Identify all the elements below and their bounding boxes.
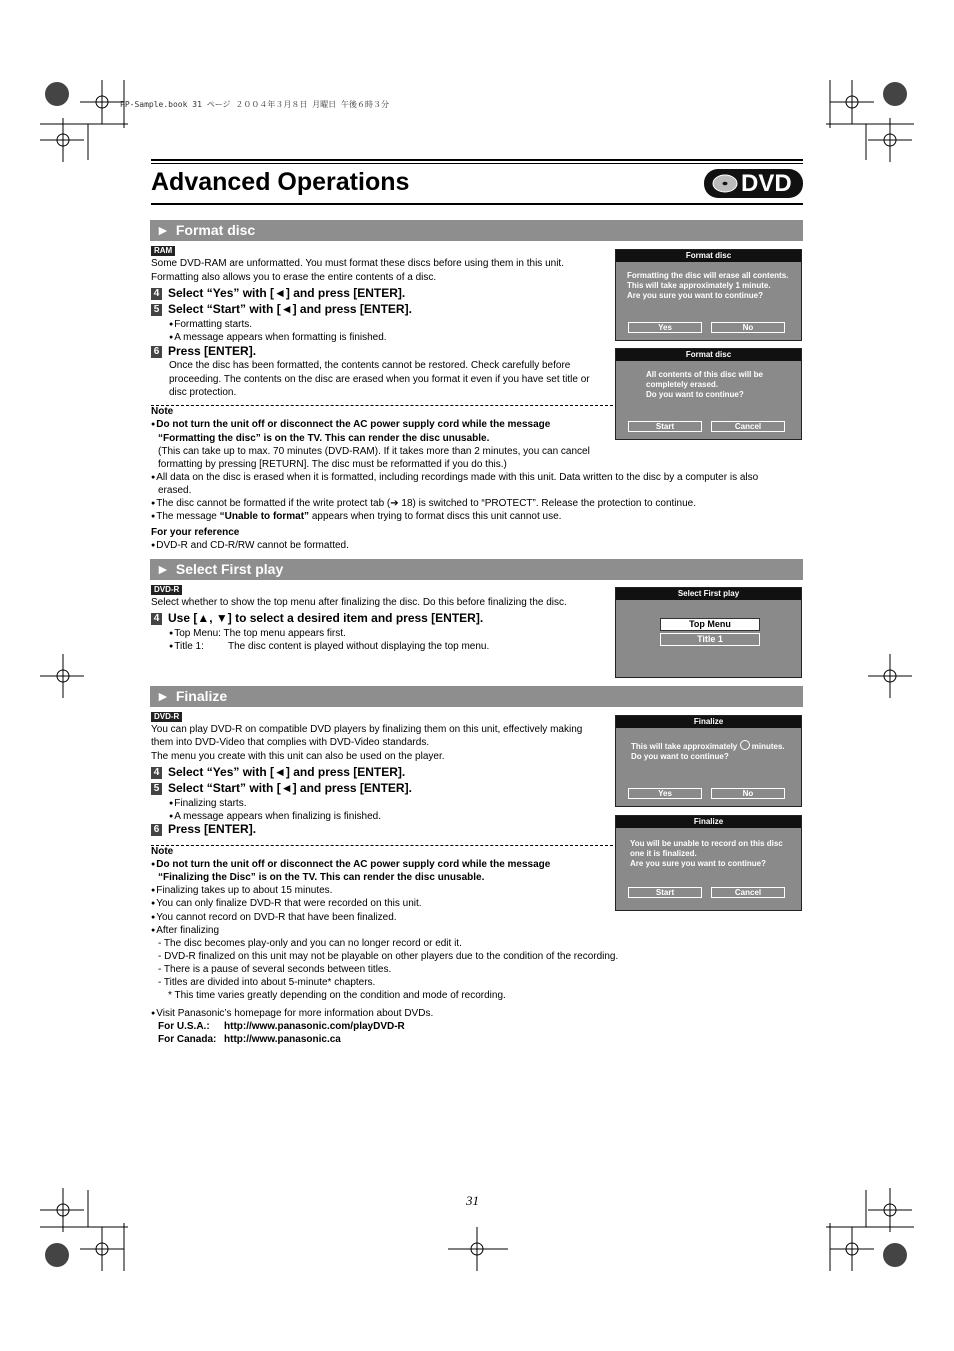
- note-subitem: - Titles are divided into about 5-minute* chapters.: [158, 977, 376, 988]
- note-item: ● Do not turn the unit off or disconnect the AC power supply cord while the message: [151, 418, 550, 431]
- osd-yes-button: Yes: [628, 322, 702, 333]
- section-finalize: [150, 686, 803, 707]
- note-item: ● The disc cannot be formatted if the write protect tab (➔ 18) is switched to “PROTECT”. Release the protection to continue.: [151, 497, 696, 510]
- note-item: formatting by pressing [RETURN]. The disc must be reformatted if you do this.): [158, 459, 507, 470]
- dvdr-tag: DVD-R: [151, 712, 182, 722]
- note-divider: [151, 405, 613, 406]
- note-item: ● Do not turn the unit off or disconnect the AC power supply cord while the message: [151, 858, 550, 871]
- note-item: “Formatting the disc” is on the TV. This can render the disc unusable.: [158, 433, 490, 444]
- osd-no-button: No: [711, 788, 785, 799]
- osd-finalize-warning: [615, 815, 802, 911]
- title-rule-top: [151, 159, 803, 161]
- reference-label: For your reference: [151, 527, 240, 538]
- note-item: ● You can only finalize DVD-R that were recorded on this unit.: [151, 897, 422, 910]
- finalize-step-4: 4 Select “Yes” with [◄] and press [ENTER].: [151, 765, 405, 780]
- note-divider: [151, 845, 613, 846]
- note-item: (This can take up to max. 70 minutes (DVD-RAM). If it takes more than 2 minutes, you can cancel: [158, 446, 590, 457]
- osd-format-confirm: [615, 249, 802, 341]
- format-bullet: ● A message appears when formatting is finished.: [169, 331, 387, 344]
- finalize-bullet: ● A message appears when finalizing is finished.: [169, 810, 381, 823]
- finalize-intro: The menu you create with this unit can also be used on the player.: [151, 751, 445, 762]
- osd-start-button: Start: [628, 421, 702, 432]
- osd-finalize-confirm: [615, 715, 802, 807]
- usa-link[interactable]: http://www.panasonic.com/playDVD-R: [224, 1021, 405, 1032]
- page-title: Advanced Operations: [151, 168, 410, 196]
- format-intro-2: Formatting also allows you to erase the entire contents of a disc.: [151, 272, 437, 283]
- page-number: 31: [466, 1193, 479, 1208]
- note-label: Note: [151, 846, 174, 857]
- note-item: erased.: [158, 485, 192, 496]
- note-item: ● After finalizing: [151, 924, 219, 937]
- section-select-first-play: [150, 559, 803, 580]
- canada-link-label: For Canada:: [158, 1034, 217, 1045]
- osd-format-erase: [615, 348, 802, 440]
- note-item: ● The message “Unable to format” appears when trying to format discs this unit cannot use.: [151, 510, 561, 523]
- note-item: ● Visit Panasonic’s homepage for more information about DVDs.: [151, 1007, 433, 1020]
- format-step6-text: proceeding. The contents on the disc are erased when you format it even if you have set title or: [169, 374, 590, 385]
- triangle-right-icon: ►: [156, 222, 170, 238]
- file-meta: PP-Sample.book 31 ページ ２００４年３月８日 月曜日 午後６時３分: [120, 100, 389, 109]
- osd-message: This will take approximately minutes. Do you want to continue?: [631, 742, 785, 761]
- note-label: Note: [151, 406, 174, 417]
- format-intro-1: Some DVD-RAM are unformatted. You must format these discs before using them in this unit.: [151, 258, 564, 269]
- finalize-step-5: 5 Select “Start” with [◄] and press [ENTER].: [151, 781, 412, 796]
- usa-link-label: For U.S.A.:: [158, 1021, 210, 1032]
- osd-option-top-menu: Top Menu: [660, 618, 760, 631]
- canada-link[interactable]: http://www.panasonic.ca: [224, 1034, 341, 1045]
- osd-message: Formatting the disc will erase all contents. This will take approximately 1 minute. Are you sure you want to continue?: [627, 271, 789, 300]
- finalize-step-6: 6 Press [ENTER].: [151, 822, 256, 837]
- section-heading: Select First play: [175, 561, 284, 577]
- osd-title: Finalize: [616, 716, 801, 728]
- reference-item: ● DVD-R and CD-R/RW cannot be formatted.: [151, 539, 349, 552]
- format-step-6: 6 Press [ENTER].: [151, 344, 256, 359]
- section-heading: Format disc: [175, 222, 256, 238]
- format-step6-text: disc protection.: [169, 387, 237, 398]
- osd-select-first-play: [615, 587, 802, 678]
- note-item: ● All data on the disc is erased when it is formatted, including recordings made with this unit. Data written to the disc by a computer is also: [151, 471, 758, 484]
- note-item: “Finalizing the Disc” is on the TV. This can render the disc unusable.: [158, 872, 485, 883]
- disc-icon: [712, 174, 738, 193]
- osd-yes-button: Yes: [628, 788, 702, 799]
- section-heading: Finalize: [175, 688, 228, 704]
- dvd-badge-label: DVD: [741, 170, 792, 197]
- firstplay-intro: Select whether to show the top menu after finalizing the disc. Do this before finalizing the disc.: [151, 597, 567, 608]
- title-rule-top-thin: [151, 163, 803, 164]
- osd-option-title-1: Title 1: [660, 633, 760, 646]
- finalize-intro: them into DVD-Video that complies with DVD-Video standards.: [151, 737, 430, 748]
- note-item: ● Finalizing takes up to about 15 minutes.: [151, 884, 332, 897]
- note-subitem: - There is a pause of several seconds between titles.: [158, 964, 392, 975]
- triangle-right-icon: ►: [156, 688, 170, 704]
- note-subitem: - DVD-R finalized on this unit may not be playable on other players due to the condition of the recording.: [158, 951, 619, 962]
- osd-cancel-button: Cancel: [711, 887, 785, 898]
- format-step-4: 4 Select “Yes” with [◄] and press [ENTER].: [151, 286, 405, 301]
- osd-message: All contents of this disc will be completely erased. Do you want to continue?: [646, 370, 763, 399]
- osd-title: Format disc: [616, 250, 801, 262]
- section-format-disc: [150, 220, 803, 241]
- osd-message: You will be unable to record on this disc one it is finalized. Are you sure you want to continue?: [630, 839, 783, 868]
- note-footnote: * This time varies greatly depending on the condition and mode of recording.: [168, 990, 506, 1001]
- note-subitem: - The disc becomes play-only and you can no longer record or edit it.: [158, 938, 462, 949]
- finalize-intro: You can play DVD-R on compatible DVD players by finalizing them on this unit, effectively making: [151, 724, 583, 735]
- dvd-badge: [704, 169, 803, 198]
- osd-cancel-button: Cancel: [711, 421, 785, 432]
- firstplay-step-4: 4 Use [▲, ▼] to select a desired item and press [ENTER].: [151, 611, 483, 626]
- triangle-right-icon: ►: [156, 561, 170, 577]
- osd-title: Select First play: [616, 588, 801, 600]
- osd-no-button: No: [711, 322, 785, 333]
- osd-start-button: Start: [628, 887, 702, 898]
- finalize-bullet: ● Finalizing starts.: [169, 797, 246, 810]
- ram-tag: RAM: [151, 246, 175, 256]
- osd-title: Finalize: [616, 816, 801, 828]
- format-step6-text: Once the disc has been formatted, the contents cannot be restored. Check carefully before: [169, 360, 571, 371]
- firstplay-bullet: ● Top Menu: The top menu appears first.: [169, 627, 346, 640]
- format-bullet: ● Formatting starts.: [169, 318, 252, 331]
- note-item: ● You cannot record on DVD-R that have been finalized.: [151, 911, 397, 924]
- firstplay-bullet: ● Title 1: The disc content is played without displaying the top menu.: [169, 640, 204, 653]
- dvdr-tag: DVD-R: [151, 585, 182, 595]
- title-rule-bottom: [151, 203, 803, 205]
- format-step-5: 5 Select “Start” with [◄] and press [ENTER].: [151, 302, 412, 317]
- osd-title: Format disc: [616, 349, 801, 361]
- time-placeholder-icon: [740, 740, 750, 750]
